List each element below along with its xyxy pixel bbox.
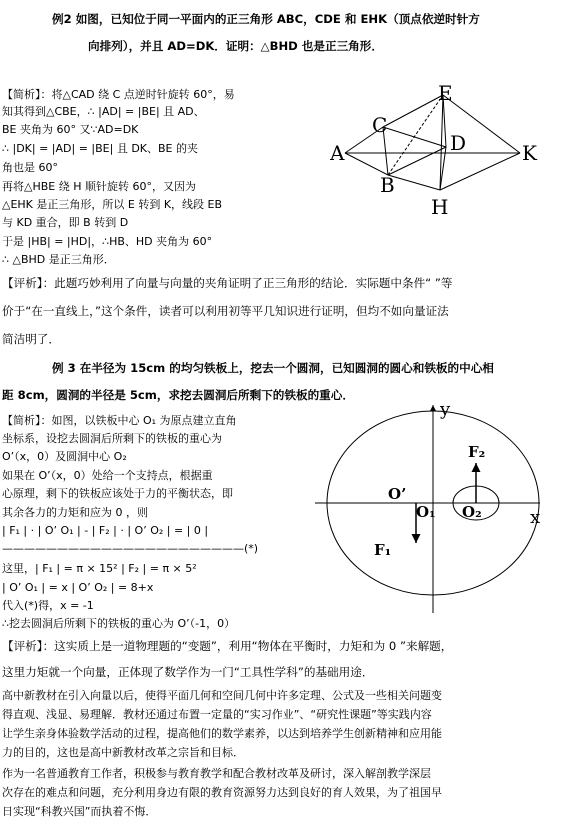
segment-BH bbox=[388, 175, 440, 190]
label-Oprime: O’ bbox=[388, 485, 407, 503]
ex2-analysis-line: BE 夹角为 60° 又∵AD=DK bbox=[2, 123, 139, 136]
ex3-analysis-line: ——————————————————————(*) bbox=[2, 542, 259, 555]
ex2-analysis-line: 与 KD 重合，即 B 转到 D bbox=[2, 216, 129, 229]
ex3-analysis-line: ∴挖去圆洞后所剩下的铁板的重心为 O’（-1，0） bbox=[2, 617, 236, 630]
ex2-comment-line: 简洁明了． bbox=[2, 332, 60, 346]
example3-heading-line2: 距 8cm，圆洞的半径是 5cm，求挖去圆洞后所剩下的铁板的重心． bbox=[2, 388, 354, 402]
label-D: D bbox=[450, 131, 467, 155]
ex2-comment-line: 【评析】：此题巧妙利用了向量与向量的夹角证明了正三角形的结论．实际题中条件“ ”等 bbox=[2, 276, 453, 290]
label-C: C bbox=[372, 113, 388, 137]
segment-HK bbox=[440, 153, 520, 190]
label-A: A bbox=[330, 141, 345, 165]
label-F1: F₁ bbox=[374, 541, 392, 559]
ex3-comment-line: 这里力矩就一个向量，正体现了数学作为一门“工具性学科”的基础用途． bbox=[2, 665, 374, 679]
closing-line: 日实现“科教兴国”而执着不悔． bbox=[2, 805, 157, 818]
closing-line: 得直观、浅显、易理解．教材还通过布置一定量的“实习作业”、“研究性课题”等实践内容 bbox=[2, 708, 432, 721]
ex2-analysis-line: △EHK 是正三角形，所以 E 转到 K，线段 EB bbox=[2, 198, 223, 211]
ex2-analysis-line: ∴ △BHD 是正三角形． bbox=[2, 253, 115, 266]
closing-line: 高中新教材在引入向量以后，使得平面几何和空间几何中许多定理、公式及一些相关问题变 bbox=[2, 689, 442, 702]
ex3-analysis-line: O’（x，0）及圆洞中心 O₂ bbox=[2, 450, 127, 463]
ex2-analysis-line: 知其得到△CBE，∴ |AD| = |BE| 且 AD、 bbox=[2, 105, 205, 118]
ex3-analysis-line: | F₁ | · | O’ O₁ | - | F₂ | · | O’ O₂ | = | 0 | bbox=[2, 524, 209, 537]
ex3-analysis-line: 代入(*)得，x = -1 bbox=[2, 599, 94, 612]
iron-plate-figure bbox=[300, 395, 560, 625]
closing-line: 次存在的难点和问题，充分利用身边有限的教育资源努力达到良好的育人效果，为了祖国早 bbox=[2, 786, 442, 799]
ex3-analysis-line: 这里，| F₁ | = π × 15² | F₂ | = π × 5² bbox=[2, 562, 197, 575]
label-F2: F₂ bbox=[468, 443, 486, 461]
ex2-analysis-line: 于是 |HB| = |HD|，∴HB、HD 夹角为 60° bbox=[2, 235, 213, 248]
example2-heading-line1: 例2 如图，已知位于同一平面内的正三角形 ABC，CDE 和 EHK（顶点依逆时针方 bbox=[52, 12, 480, 26]
segment-BD bbox=[388, 147, 446, 175]
ex3-analysis-line: 坐标系，设挖去圆洞后所剩下的铁板的重心为 bbox=[2, 432, 222, 445]
example3-heading-line1: 例 3 在半径为 15cm 的均匀铁板上，挖去一个圆洞，已知圆洞的圆心和铁板的中心相 bbox=[52, 361, 494, 375]
ex2-comment-line: 价于“在一直线上，”这个条件，读者可以利用初等平几知识进行证明，但均不如向量证法 bbox=[2, 304, 449, 318]
segment-BE-dashed bbox=[388, 95, 443, 175]
closing-line: 作为一名普通教育工作者，积极参与教育教学和配合教材改革及研讨，深入解剖教学深层 bbox=[2, 767, 431, 780]
example2-heading-line2: 向排列），并且 AD=DK．证明：△BHD 也是正三角形． bbox=[88, 39, 383, 53]
ex3-analysis-line: 如果在 O’（x，0）处给一个支持点，根据重 bbox=[2, 469, 213, 482]
label-O1: O₁ bbox=[416, 503, 436, 521]
segment-AB bbox=[345, 153, 388, 175]
ex3-comment-line: 【评析】：这实质上是一道物理题的“变题”，利用“物体在平衡时，力矩和为 0 ”来解题， bbox=[2, 639, 453, 653]
label-E: E bbox=[438, 81, 453, 105]
y-axis-label: y bbox=[440, 399, 451, 420]
triangles-figure bbox=[330, 80, 555, 220]
ex2-analysis-line: 再将△HBE 绕 H 顺针旋转 60°，又因为 bbox=[2, 180, 196, 193]
closing-line: 力的目的，这也是高中新教材改革之宗旨和目标． bbox=[2, 746, 244, 759]
ex3-analysis-line: 其余各力的力矩和应为 0 ，则 bbox=[2, 506, 148, 519]
label-B: B bbox=[380, 173, 395, 197]
x-axis-label: x bbox=[530, 507, 541, 528]
closing-line: 让学生亲身体验数学活动的过程，提高他们的数学素养，以达到培养学生创新精神和应用能 bbox=[2, 727, 442, 740]
ex3-analysis-line: 心原理，剩下的铁板应该处于力的平衡状态，即 bbox=[2, 487, 233, 500]
segment-CE bbox=[383, 95, 443, 127]
ex3-analysis-line: | O’ O₁ | = x | O’ O₂ | = 8+x bbox=[2, 581, 154, 594]
label-O2: O₂ bbox=[462, 503, 482, 521]
label-K: K bbox=[522, 141, 537, 165]
ex3-analysis-line: 【简析】：如图，以铁板中心 O₁ 为原点建立直角 bbox=[2, 414, 237, 427]
label-H: H bbox=[431, 195, 449, 219]
ex2-analysis-line: 【简析】：将△CAD 绕 C 点逆时针旋转 60°，易 bbox=[2, 88, 235, 101]
ex2-analysis-line: ∴ |DK| = |AD| = |BE| 且 DK、BE 的夹 bbox=[2, 142, 198, 155]
ex2-analysis-line: 角也是 60° bbox=[2, 161, 58, 174]
